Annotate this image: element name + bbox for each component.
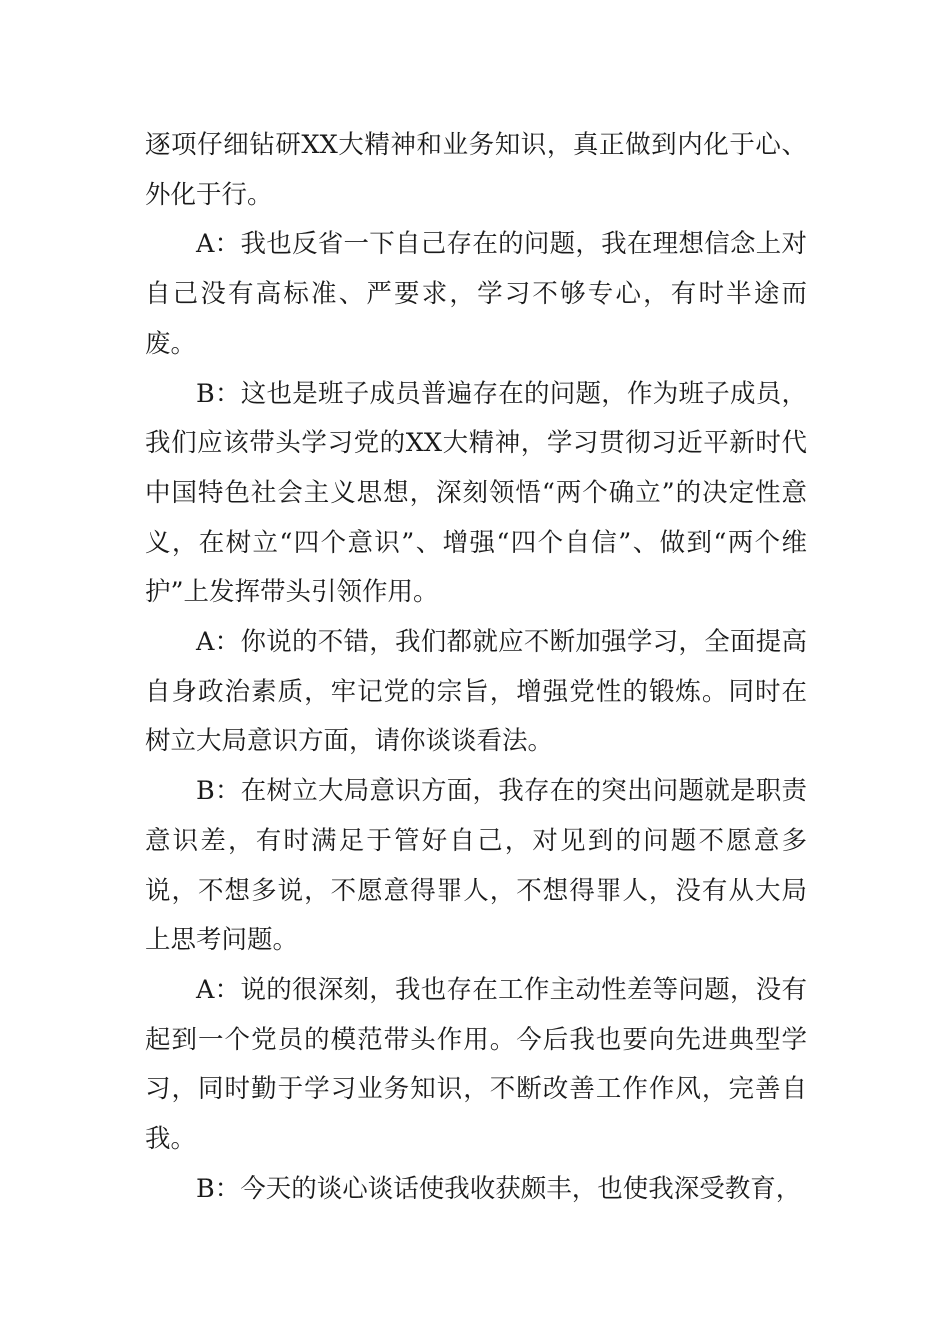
paragraph-text: 你说的不错，我们都就应不断加强学习，全面提高自身政治素质，牢记党的宗旨，增强党性的锻炼。同时在树立大局意识方面，请你谈谈看法。 xyxy=(145,627,807,757)
paragraph-text: 说的很深刻，我也存在工作主动性差等问题，没有起到一个党员的模范带头作用。今后我也要向先进典型学习，同时勤于学习业务知识，不断改善工作作风，完善自我。 xyxy=(145,974,807,1155)
speaker-label: A： xyxy=(196,974,241,1005)
dialogue-paragraph-b xyxy=(145,370,807,619)
dialogue-paragraph-a xyxy=(145,966,807,1165)
dialogue-paragraph-b xyxy=(145,767,807,966)
dialogue-paragraph-a xyxy=(145,220,807,369)
dialogue-paragraph-b xyxy=(145,1165,807,1215)
paragraph-continuation xyxy=(145,121,807,220)
document-body xyxy=(145,121,807,1214)
paragraph-text: 在树立大局意识方面，我存在的突出问题就是职责意识差，有时满足于管好自己，对见到的问题不愿意多说，不想多说，不愿意得罪人，不想得罪人，没有从大局上思考问题。 xyxy=(145,776,807,956)
paragraph-text: 我也反省一下自己存在的问题，我在理想信念上对自己没有高标准、严要求，学习不够专心，有时半途而废。 xyxy=(145,229,807,359)
speaker-label: B： xyxy=(196,1173,241,1204)
speaker-label: B： xyxy=(196,776,241,807)
paragraph-text: 今天的谈心谈话使我收获颇丰，也使我深受教育， xyxy=(240,1173,802,1204)
speaker-label: B： xyxy=(196,378,241,409)
dialogue-paragraph-a xyxy=(145,618,807,767)
speaker-label: A： xyxy=(196,229,241,260)
paragraph-text: 逐项仔细钻研XX大精神和业务知识，真正做到内化于心、外化于行。 xyxy=(145,130,807,210)
paragraph-text: 这也是班子成员普遍存在的问题，作为班子成员，我们应该带头学习党的XX大精神，学习贯彻习近平新时代中国特色社会主义思想，深刻领悟“两个确立”的决定性意义，在树立“四个意识”、增强“四个自信”、做到“两个维护”上发挥带头引领作用。 xyxy=(145,378,807,608)
speaker-label: A： xyxy=(196,627,241,658)
